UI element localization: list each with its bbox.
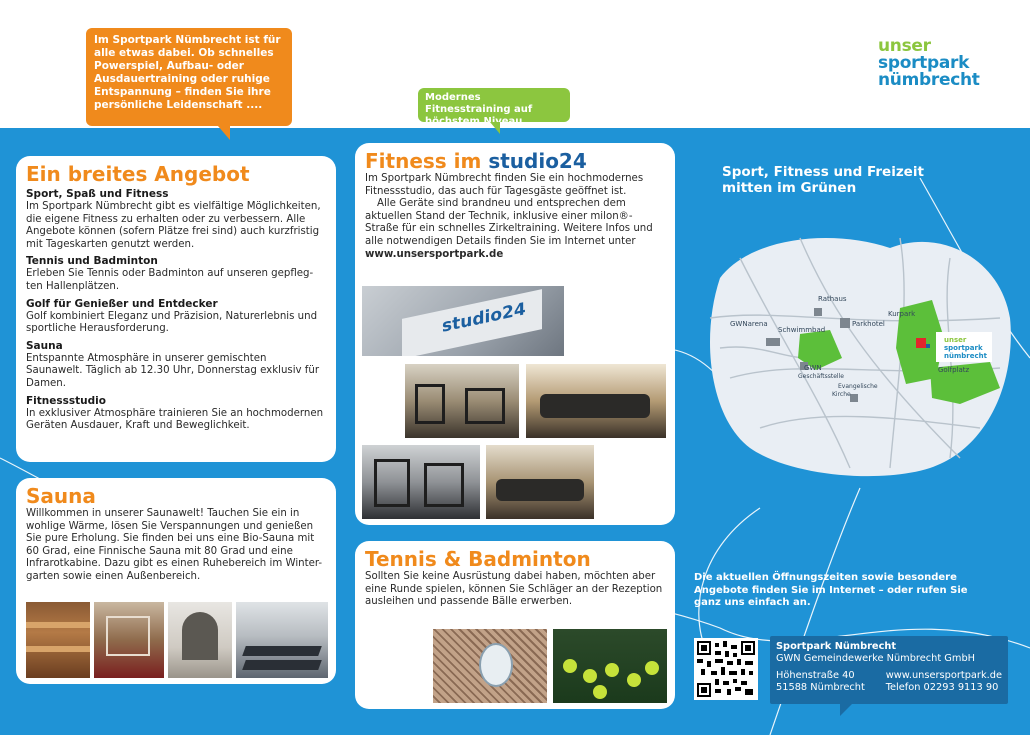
contact-street: Höhenstraße 40 [776, 670, 855, 681]
logo-line-2: sportpark [878, 53, 970, 73]
contact-bubble-tail [840, 704, 852, 716]
contact-org-company: GWN Gemeindewerke Nümbrecht GmbH [776, 653, 976, 664]
map-label-gwn-sub: Geschäftsstelle [798, 373, 844, 380]
map-logo-line-1: unser [944, 336, 967, 344]
contact-web-link[interactable]: www.unsersportpark.de [885, 670, 1002, 681]
contact-online [886, 670, 1002, 694]
fitness-bubble-text: Modernes Fitnesstraining auf höchstem Niveau. [425, 92, 533, 127]
sauna-card [16, 478, 336, 684]
map-label-kirche-2: Kirche [832, 391, 851, 398]
logo-line-3: nümbrecht [878, 70, 980, 90]
qr-code-graphic [697, 641, 755, 697]
sauna-text: Willkommen in unserer Saunawelt! Tauchen Sie ein in wohlige Wärme, lösen Sie Verspannungen und genießen Sie pure Erholung. Sie finden bei uns eine Bio-Sauna mit 60 Grad, eine Finnische Sauna mit 80 Grad und eine Infrarotkabine. Dazu gibt es einen Ruhebereich im Winter-garten sowie einen Außenbereich. [26, 508, 323, 582]
map-label-schwimmbad: Schwimmbad [778, 326, 826, 334]
gym-photo [405, 364, 519, 438]
bubble-tail [218, 126, 230, 140]
sauna-photo [94, 602, 164, 678]
town-map [700, 218, 1018, 484]
gym-photo [526, 364, 666, 438]
map-label-gwnarena: GWNarena [730, 320, 768, 328]
fitness-title-a: Fitness im [365, 149, 489, 173]
qr-code[interactable] [694, 638, 758, 700]
opening-hours-note: Die aktuellen Öffnungszeiten sowie besondere Angebote finden Sie im Internet – oder rufen Sie ganz uns einfach an. [694, 572, 968, 608]
fitness-paragraph-2 [365, 198, 665, 261]
contact-phone[interactable]: Telefon 02293 9113 90 [885, 682, 999, 693]
section-heading: Golf für Genießer und Entdecker [26, 297, 218, 310]
section-heading: Fitnessstudio [26, 394, 106, 407]
studio24-sign-photo [362, 286, 564, 356]
sauna-photo [26, 602, 90, 678]
fitness-paragraph-1: Im Sportpark Nümbrecht finden Sie ein hochmodernes Fitnessstudio, das auch für Tagesgäste geöffnet ist. [365, 173, 644, 197]
bubble-tail [490, 122, 500, 134]
brand-logo [878, 38, 980, 89]
sauna-title: Sauna [26, 484, 96, 508]
tennis-photos [433, 629, 667, 703]
map-label-parkhotel: Parkhotel [852, 320, 885, 328]
map-label-rathaus: Rathaus [818, 295, 847, 303]
map-title: Sport, Fitness und Freizeit mitten im Grünen [722, 164, 924, 196]
section-text: Erleben Sie Tennis oder Badminton auf unseren gepfleg-ten Hallenplätzen. [26, 268, 314, 292]
fitness-paragraph-2-text: Alle Geräte sind brandneu und entsprechen dem aktuellen Stand der Technik, inklusive einer milon®-Straße für ein schnelles Zirkeltraining. Weitere Infos und alle notwendigen Details finden Sie im Internet unter [365, 198, 653, 247]
sauna-photos [26, 602, 328, 678]
contact-address [776, 670, 865, 694]
studio24-sign-text: studio24 [442, 299, 526, 337]
tennis-balls-photo [553, 629, 667, 703]
tennis-text: Sollten Sie keine Ausrüstung dabei haben, möchten aber eine Runde spielen, können Sie Schläger an der Rezeption ausleihen und passende Bälle erwerben. [365, 571, 663, 608]
badminton-photo [433, 629, 547, 703]
section-text: In exklusiver Atmosphäre trainieren Sie an hochmodernen Geräten Ausdauer, Kraft und Beweglichkeit. [26, 407, 324, 432]
contact-city: 51588 Nümbrecht [776, 682, 865, 693]
map-logo-line-3: nümbrecht [944, 352, 987, 360]
contact-org-name: Sportpark Nümbrecht [776, 641, 897, 652]
section-heading: Sauna [26, 339, 63, 352]
tennis-card [355, 541, 675, 709]
intro-bubble-text: Im Sportpark Nümbrecht ist für alle etwas dabei. Ob schnelles Powerspiel, Aufbau- oder Ausdauertraining oder ruhige Entspannung – finden Sie ihre persönliche Leidenschaft .... [94, 34, 281, 111]
map-label-golfplatz: Golfplatz [938, 366, 970, 374]
gym-photo [362, 445, 480, 519]
website-link[interactable]: www.unsersportpark.de [365, 248, 504, 260]
contact-row [776, 670, 1002, 694]
fitness-title [365, 149, 665, 173]
intro-bubble [86, 28, 292, 126]
map-label-kurpark: Kurpark [888, 310, 916, 318]
logo-line-1: unser [878, 36, 931, 56]
tennis-title: Tennis & Badminton [365, 547, 591, 571]
offer-title: Ein breites Angebot [26, 162, 250, 186]
section-heading: Tennis und Badminton [26, 255, 158, 268]
section-text: Im Sportpark Nümbrecht gibt es vielfältige Möglichkeiten, die eigene Fitness zu erhalten oder zu verbessern. Alle Angebote können (sofern Plätze frei sind) auch kurzfristig mit Tageskarten genutzt werden. [26, 201, 321, 250]
sauna-photo [168, 602, 232, 678]
offer-card [16, 156, 336, 462]
map-graphic [700, 218, 1018, 484]
contact-box [770, 636, 1008, 704]
fitness-title-b: studio24 [488, 149, 587, 173]
map-logo-line-2: sportpark [944, 344, 983, 352]
gym-photo [486, 445, 594, 519]
section-heading: Sport, Spaß und Fitness [26, 188, 169, 200]
section-text: Entspannte Atmosphäre in unserer gemischten Saunawelt. Täglich ab 12.30 Uhr, Donnerstag exklusiv für Damen. [26, 352, 320, 389]
map-label-kirche-1: Evangelische [838, 383, 878, 390]
fitness-bubble [418, 88, 570, 127]
sauna-photo [236, 602, 328, 678]
section-text: Golf kombiniert Eleganz und Präzision, Naturerlebnis und sportliche Herausforderung. [26, 310, 318, 335]
map-label-gwn: GWN [804, 364, 822, 372]
